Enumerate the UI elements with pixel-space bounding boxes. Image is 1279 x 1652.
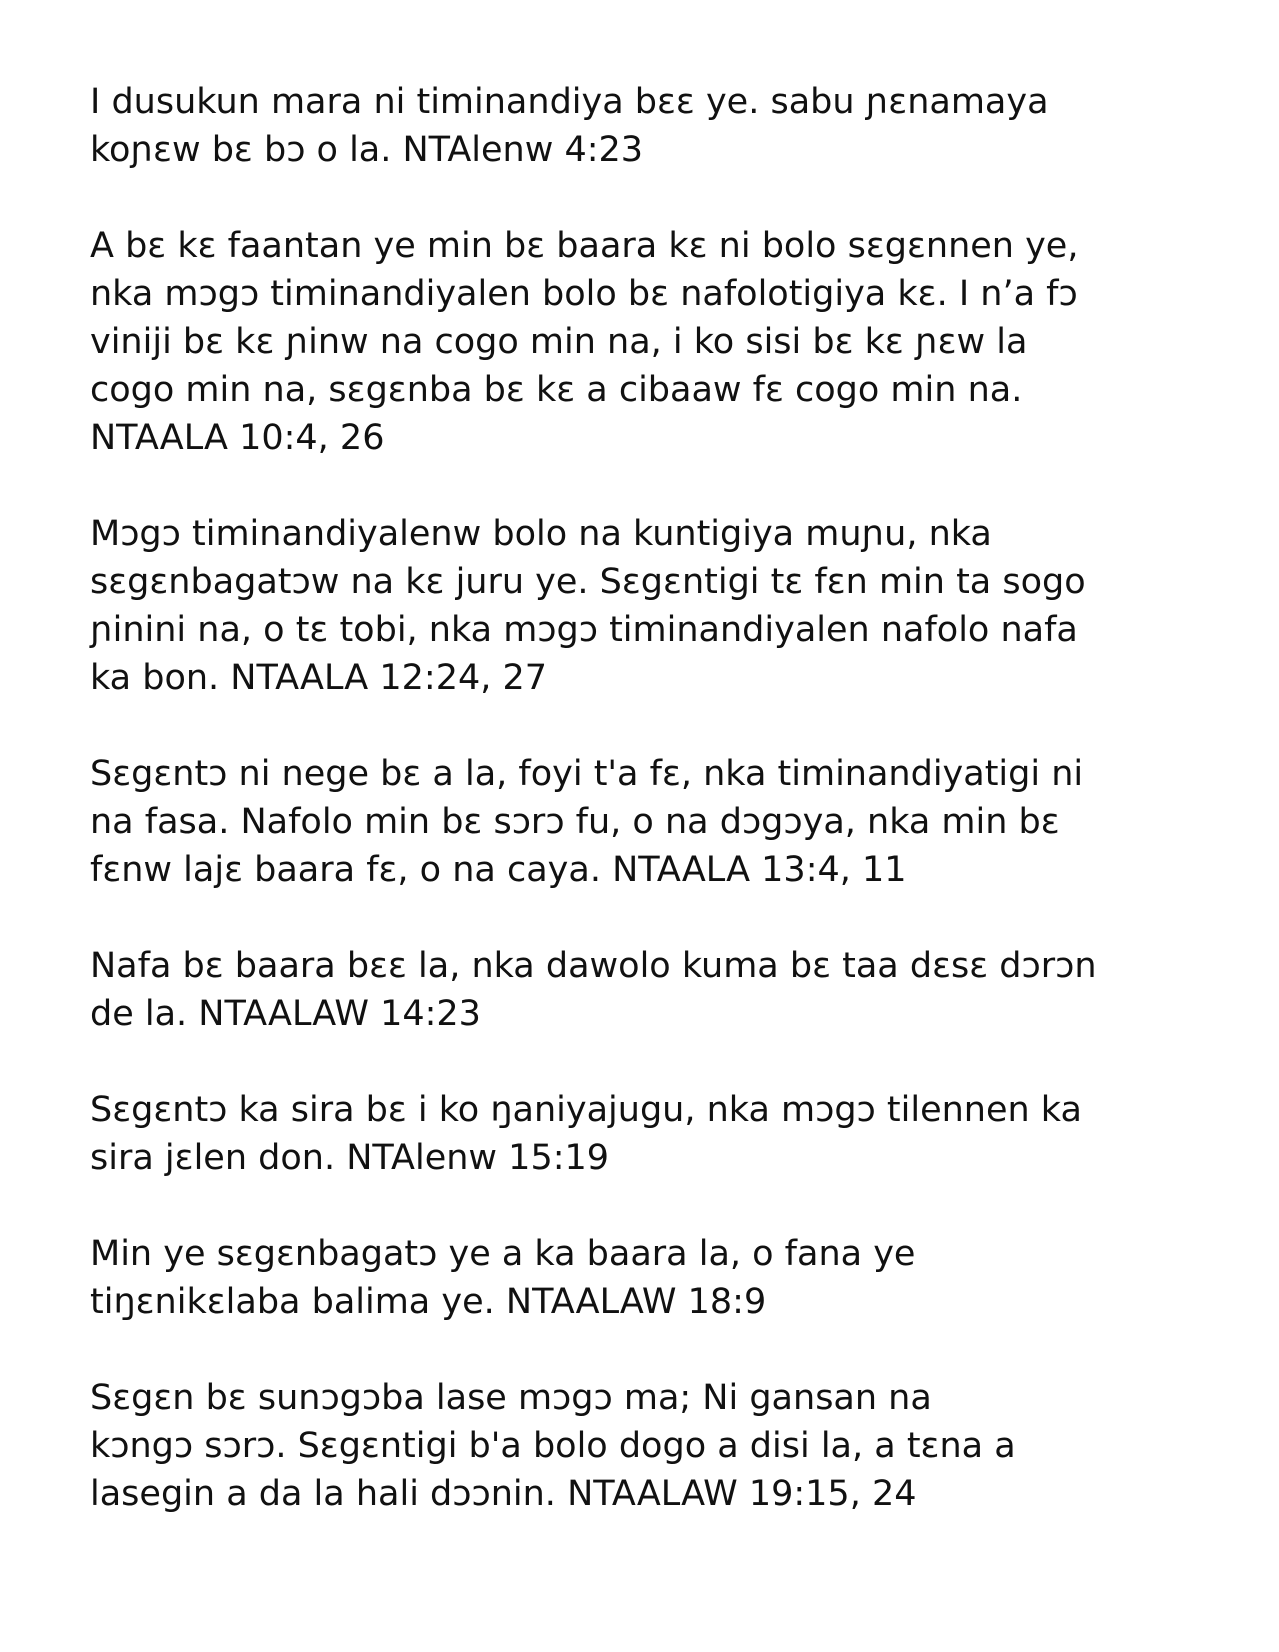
- document-page: [90, 78, 1210, 1566]
- paragraph-proverbs-19: Sɛgɛn bɛ sunɔgɔba lase mɔgɔ ma; Ni gansan na kɔngɔ sɔrɔ. Sɛgɛntigi b'a bolo dogo a disi la, a tɛna a lasegin a da la hali dɔɔnin. NTAALAW 19:15, 24: [90, 1378, 1016, 1514]
- paragraph-proverbs-15: Sɛgɛntɔ ka sira bɛ i ko ŋaniyajugu, nka mɔgɔ tilennen ka sira jɛlen don. NTAlenw 15:19: [90, 1090, 1082, 1178]
- paragraph-proverbs-12: Mɔgɔ timinandiyalenw bolo na kuntigiya muɲu, nka sɛgɛnbagatɔw na kɛ juru ye. Sɛgɛntigi tɛ fɛn min ta sogo ɲinini na, o tɛ tobi, nka mɔgɔ timinandiyalen nafolo nafa ka bon. NTAALA 12:24, 27: [90, 514, 1086, 698]
- paragraph-proverbs-4-23: I dusukun mara ni timinandiya bɛɛ ye. sabu ɲɛnamaya koɲɛw bɛ bɔ o la. NTAlenw 4:23: [90, 82, 1049, 170]
- paragraph-proverbs-14: Nafa bɛ baara bɛɛ la, nka dawolo kuma bɛ taa dɛsɛ dɔrɔn de la. NTAALAW 14:23: [90, 946, 1097, 1034]
- paragraph-proverbs-18: Min ye sɛgɛnbagatɔ ye a ka baara la, o fana ye tiŋɛnikɛlaba balima ye. NTAALAW 18:9: [90, 1234, 916, 1322]
- paragraph-proverbs-10: A bɛ kɛ faantan ye min bɛ baara kɛ ni bolo sɛgɛnnen ye, nka mɔgɔ timinandiyalen bolo bɛ nafolotigiya kɛ. I n’a fɔ viniji bɛ kɛ ɲinw na cogo min na, i ko sisi bɛ kɛ ɲɛw la cogo min na, sɛgɛnba bɛ kɛ a cibaaw fɛ cogo min na. NTAALA 10:4, 26: [90, 226, 1079, 458]
- paragraph-proverbs-13: Sɛgɛntɔ ni nege bɛ a la, foyi t'a fɛ, nka timinandiyatigi ni na fasa. Nafolo min bɛ sɔrɔ fu, o na dɔgɔya, nka min bɛ fɛnw lajɛ baara fɛ, o na caya. NTAALA 13:4, 11: [90, 754, 1084, 890]
